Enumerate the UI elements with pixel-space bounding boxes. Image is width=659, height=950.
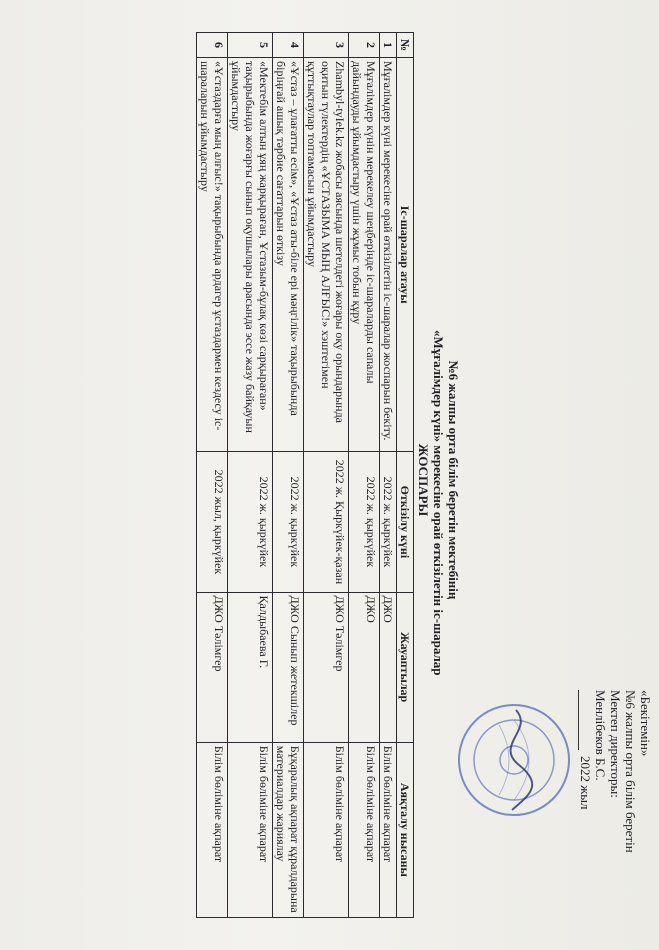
table-row xyxy=(380,33,397,918)
signature-blank xyxy=(578,690,591,750)
row-responsible: ДЖО Тәлімгер xyxy=(197,592,228,742)
row-event-name: Мұғалімдер күні мерекесіне орай өткізілетін іс-шаралар жоспарын бекіту. xyxy=(380,58,397,452)
approval-school: №6 жалпы орта білім беретін xyxy=(623,690,638,853)
row-date: 2022 ж. қыркүйек xyxy=(349,452,380,592)
approval-date-line xyxy=(578,690,593,940)
table-row xyxy=(197,33,228,918)
heading-line-3: ЖОСПАРЫ xyxy=(416,443,431,517)
header-responsible: Жауаптылар xyxy=(397,592,414,742)
row-responsible: ДЖО xyxy=(380,592,397,742)
header-date: Өткізілу күні xyxy=(397,452,414,592)
row-completion-form: Білім бөліміне ақпарат xyxy=(197,742,228,917)
row-number: 3 xyxy=(304,33,349,58)
table-row xyxy=(273,33,304,918)
school-stamp-icon xyxy=(454,700,574,820)
approval-label: «Бекітемін» xyxy=(638,690,653,757)
row-responsible: ДЖО Тәлімгер xyxy=(304,592,349,742)
row-event-name: «Мектебім алтын ұяң жарқыраған, Ұстазым-бұлақ көзі сарқыраған» тақырыбында жоғарғы сынып оқушылары арасында эссе жазу байқауын ұйымдастыру xyxy=(228,58,273,452)
approval-name: Менлібеков Б.С. xyxy=(593,690,608,781)
row-number: 6 xyxy=(197,33,228,58)
row-event-name: Zhambyl-tyІek.kz жобасы аясында шетелдегі жоғары оқу орындарында оқитын түлектердің «ҰСТАЗЫМА МЫҢ АЛҒЫС!» хэштегімен құттықтаулар топтамасын ұйымдастыру xyxy=(304,58,349,452)
row-event-name: Мұғалімдер күнін мерекелеу шеңберінде іс-шараларды сапалы дайындауды ұйымдастыру үшін жұмыс тобын құру xyxy=(349,58,380,452)
row-number: 2 xyxy=(349,33,380,58)
row-responsible: ДЖО Сынып жетекшілер xyxy=(273,592,304,742)
row-date: 2022 ж. Қыркүйек-қазан xyxy=(304,452,349,592)
row-date: 2022 ж. қыркүйек xyxy=(273,452,304,592)
header-number: № xyxy=(397,33,414,58)
row-event-name: «Ұстаз – ұлағатты есім», «Ұстаз аты-біле ері мәңгілік» тақырыбында біріңғай ашық тәрбие сағаттарын өткізу xyxy=(273,58,304,452)
row-responsible: Қалдыбаева Г. xyxy=(228,592,273,742)
row-number: 4 xyxy=(273,33,304,58)
document-heading xyxy=(416,330,461,676)
row-event-name: «Ұстаздарға мың алғыс!» тақырыбында ардагер ұстаздармен кездесу іс-шараларын ұйымдастыру xyxy=(197,58,228,452)
row-date: 2022 жыл, қыркүйек xyxy=(197,452,228,592)
approval-block xyxy=(578,690,653,940)
header-event-name: Іс-шаралар атауы xyxy=(397,58,414,452)
row-completion-form: Білім бөліміне ақпарат xyxy=(304,742,349,917)
row-completion-form: Бұқаралық ақпарат құралдарына материалдар жариялау xyxy=(273,742,304,917)
row-date: 2022 ж. қыркүйек xyxy=(228,452,273,592)
row-completion-form: Білім бөліміне ақпарат xyxy=(380,742,397,917)
heading-line-2: «Мұғалімдер күні» мерекесіне орай өткізілетін іс-шаралар xyxy=(431,330,446,676)
header-completion-form: Аяқталу нысаны xyxy=(397,742,414,917)
row-completion-form: Білім бөліміне ақпарат xyxy=(349,742,380,917)
table-row xyxy=(349,33,380,918)
table-row xyxy=(304,33,349,918)
approval-date: 2022 жыл xyxy=(578,756,593,810)
row-completion-form: Білім бөліміне ақпарат xyxy=(228,742,273,917)
plan-table xyxy=(196,32,414,918)
row-number: 1 xyxy=(380,33,397,58)
row-date: 2022 ж. қыркүйек xyxy=(380,452,397,592)
approval-position: Мектеп директоры: xyxy=(608,690,623,798)
table-row xyxy=(228,33,273,918)
heading-line-1: №6 жалпы орта білім беретін мектебінің xyxy=(446,360,461,600)
row-responsible: ДЖО xyxy=(349,592,380,742)
table-header-row xyxy=(397,33,414,918)
row-number: 5 xyxy=(228,33,273,58)
